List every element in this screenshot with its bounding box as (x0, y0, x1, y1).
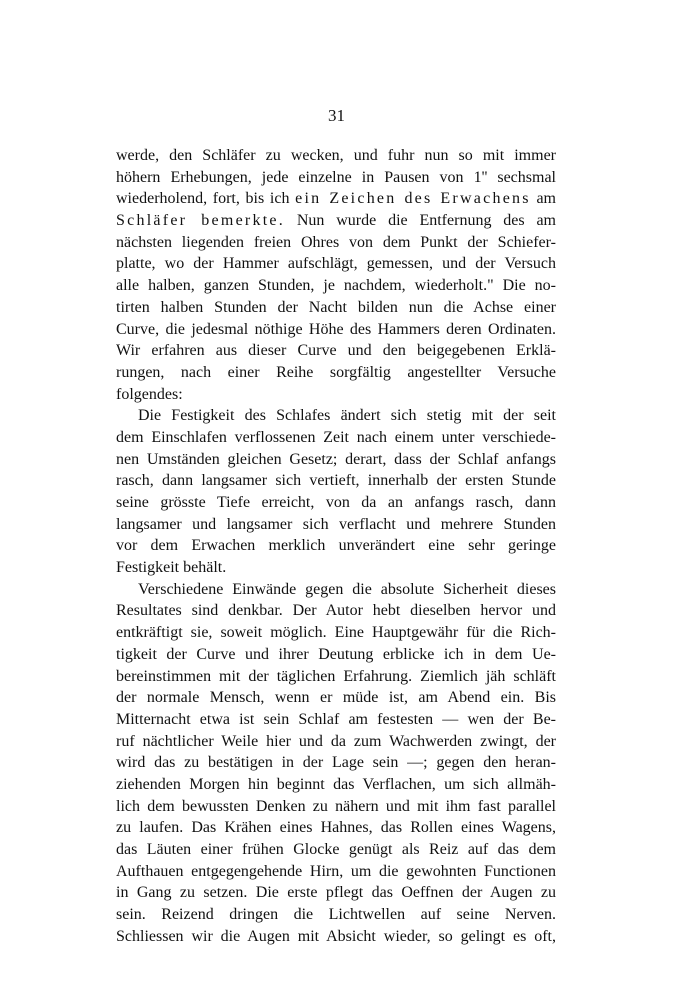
text-line: langsamer und langsamer sich verflacht und mehrere Stunden (116, 515, 556, 533)
text-segment: Nun wurde die Entfernung des am (285, 212, 556, 230)
text-line: der normale Mensch, wenn er müde ist, am Abend ein. Bis (116, 689, 556, 707)
text-line: Mitternacht etwa ist sein Schlaf am festesten — wen der Be- (116, 710, 556, 728)
text-line: alle halben, ganzen Stunden, je nachdem, wiederholt." Die no- (116, 277, 556, 295)
text-line (116, 188, 556, 210)
body-text (116, 145, 556, 947)
text-line: Festigkeit behält. (116, 559, 227, 577)
text-line: Schliessen wir die Augen mit Absicht wieder, so gelingt es oft, (116, 927, 556, 945)
text-line (116, 210, 556, 232)
text-line: tigkeit der Curve und ihrer Deutung erblicke ich in dem Ue- (116, 645, 556, 663)
text-line: rungen, nach einer Reihe sorgfältig angestellter Versuche (116, 363, 556, 381)
text-line: wird das zu bestätigen in der Lage sein —; gegen den heran- (116, 754, 556, 772)
text-line: Curve, die jedesmal nöthige Höhe des Hammers deren Ordinaten. (116, 320, 556, 338)
text-line: nen Umständen gleichen Gesetz; derart, dass der Schlaf anfangs (116, 450, 556, 468)
text-line: nächsten liegenden freien Ohres von dem Punkt der Schiefer- (116, 233, 556, 251)
text-line: bereinstimmen mit der täglichen Erfahrung. Ziemlich jäh schläft (116, 667, 556, 685)
page-number: 31 (328, 106, 345, 125)
text-line: rasch, dann langsamer sich vertieft, innerhalb der ersten Stunde (116, 472, 556, 490)
text-line: vor dem Erwachen merklich unverändert eine sehr geringe (116, 537, 556, 555)
text-line: ziehenden Morgen hin beginnt das Verflachen, um sich allmäh- (116, 775, 556, 793)
text-line: Verschiedene Einwände gegen die absolute Sicherheit dieses (138, 580, 556, 598)
text-line: Aufthauen entgegengehende Hirn, um die gewohnten Functionen (116, 862, 556, 880)
spaced-text: ein Zeichen des Erwachens (295, 190, 531, 208)
text-segment: am (530, 190, 556, 208)
text-line: dem Einschlafen verflossenen Zeit nach einem unter verschiede- (116, 428, 556, 446)
text-line: tirten halben Stunden der Nacht bilden nun die Achse einer (116, 298, 556, 316)
text-line: zu laufen. Das Krähen eines Hahnes, das Rollen eines Wagens, (116, 819, 556, 837)
text-line: sein. Reizend dringen die Lichtwellen auf seine Nerven. (116, 906, 556, 924)
text-line: höhern Erhebungen, jede einzelne in Pausen von 1'' sechsmal (116, 168, 556, 186)
text-line: Wir erfahren aus dieser Curve und den beigegebenen Erklä- (116, 342, 556, 360)
text-line: das Läuten einer frühen Glocke genügt als Reiz auf das dem (116, 841, 556, 858)
text-line: platte, wo der Hammer aufschlägt, gemessen, und der Versuch (116, 255, 556, 273)
spaced-text: Schläfer bemerkte. (116, 212, 285, 230)
text-segment: wiederholend, fort, bis ich (116, 190, 296, 208)
text-line: folgendes: (116, 385, 183, 403)
text-line: Resultates sind denkbar. Der Autor hebt dieselben hervor und (116, 602, 556, 620)
text-line: in Gang zu setzen. Die erste pflegt das Oeffnen der Augen zu (116, 884, 556, 902)
text-line: Die Festigkeit des Schlafes ändert sich stetig mit der seit (138, 407, 556, 425)
text-line: ruf nächtlicher Weile hier und da zum Wachwerden zwingt, der (116, 732, 556, 750)
text-line: seine grösste Tiefe erreicht, von da an anfangs rasch, dann (116, 494, 556, 511)
text-line: entkräftigt sie, soweit möglich. Eine Hauptgewähr für die Rich- (116, 624, 556, 642)
text-line: werde, den Schläfer zu wecken, und fuhr nun so mit immer (116, 147, 556, 164)
text-line: lich dem bewussten Denken zu nähern und mit ihm fast parallel (116, 797, 556, 815)
